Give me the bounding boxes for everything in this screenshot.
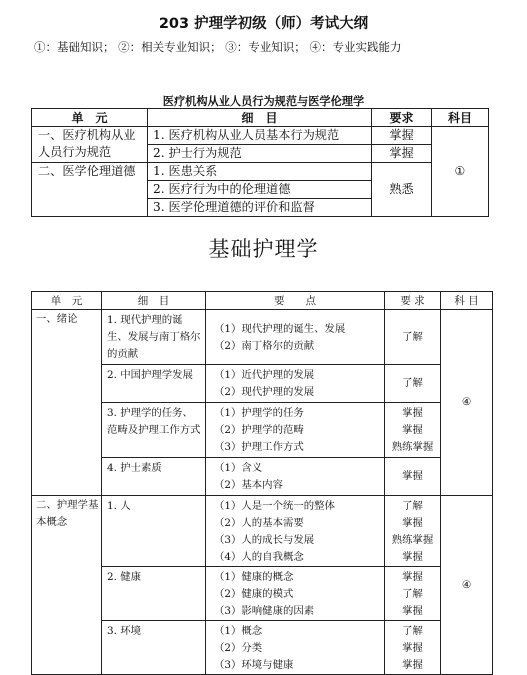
point-text: （3）人的成长与发展 — [214, 534, 315, 546]
item-text: 3. 环境 — [107, 625, 141, 637]
nursing-table — [31, 291, 493, 675]
point-text: （2）健康的模式 — [214, 588, 294, 600]
header-requirement: 要 求 — [385, 292, 441, 310]
requirement-cell: 掌握 — [385, 458, 441, 496]
item-cell — [102, 403, 206, 458]
item-text: 2. 中国护理学发展 — [107, 369, 193, 381]
unit-cell: 二、医学伦理道德 — [32, 163, 148, 217]
table-row — [32, 163, 489, 181]
item-text: 2. 健康 — [107, 571, 141, 583]
point-text: （1）近代护理的发展 — [214, 369, 315, 381]
subject-legend: ①：基础知识； ②：相关专业知识； ③：专业知识； ④：专业实践能力 — [34, 40, 402, 54]
point-text: （2）护理学的范畴 — [214, 424, 304, 436]
point-text: （4）人的自我概念 — [214, 551, 304, 563]
requirement-text: 掌握 — [402, 424, 423, 436]
table-row — [32, 127, 489, 145]
item-cell — [102, 458, 206, 496]
requirement-text: 掌握 — [402, 642, 423, 654]
item-cell: 2. 护士行为规范 — [148, 145, 372, 163]
header-item: 细 目 — [102, 292, 206, 310]
requirement-cell: 掌握 — [372, 127, 432, 145]
item-cell — [102, 621, 206, 675]
point-text: （1）概念 — [214, 625, 263, 637]
points-cell — [206, 567, 385, 621]
table-row — [32, 310, 493, 365]
requirement-text: 了解 — [402, 500, 423, 512]
point-text: （3）护理工作方式 — [214, 441, 304, 453]
requirement-cell: 掌握 — [372, 145, 432, 163]
header-unit: 单 元 — [32, 292, 102, 310]
points-cell — [206, 310, 385, 365]
item-cell: 2. 医疗行为中的伦理道德 — [148, 181, 372, 199]
header-subject: 科 目 — [441, 292, 493, 310]
item-cell — [102, 567, 206, 621]
unit-cell: 一、医疗机构从业人员行为规范 — [32, 127, 148, 163]
requirement-text: 熟练掌握 — [391, 441, 434, 453]
unit-cell: 二、护理学基本概念 — [32, 496, 102, 675]
requirement-text: 熟练掌握 — [391, 534, 434, 546]
point-text: （2）南丁格尔的贡献 — [214, 340, 315, 352]
item-cell — [102, 365, 206, 403]
item-text: 1. 现代护理的诞生、发展与南丁格尔的贡献 — [107, 314, 201, 360]
requirement-text: 掌握 — [402, 571, 423, 583]
points-cell — [206, 365, 385, 403]
point-text: （2）基本内容 — [214, 479, 283, 491]
item-cell — [102, 496, 206, 567]
header-points: 要 点 — [206, 292, 385, 310]
point-text: （1）护理学的任务 — [214, 407, 304, 419]
requirement-text: 了解 — [402, 625, 423, 637]
point-text: （1）含义 — [214, 462, 263, 474]
item-cell — [102, 310, 206, 365]
points-cell — [206, 621, 385, 675]
subject-cell: ① — [432, 127, 489, 217]
item-text: 3. 护理学的任务、范畴及护理工作方式 — [107, 407, 201, 436]
points-cell — [206, 458, 385, 496]
item-cell: 1. 医患关系 — [148, 163, 372, 181]
header-subject: 科目 — [432, 109, 489, 127]
requirement-cell — [385, 403, 441, 458]
requirement-text: 掌握 — [402, 551, 423, 563]
requirement-text: 掌握 — [402, 407, 423, 419]
document-title: 203 护理学初级（师）考试大纲 — [158, 16, 369, 32]
item-text: 1. 人 — [107, 500, 131, 512]
point-text: （2）人的基本需要 — [214, 517, 304, 529]
point-text: （2）分类 — [214, 642, 263, 654]
requirement-cell: 了解 — [385, 365, 441, 403]
requirement-cell — [385, 621, 441, 675]
table-row — [32, 567, 493, 621]
table-header-row — [32, 109, 489, 127]
point-text: （3）影响健康的因素 — [214, 605, 315, 617]
unit-cell: 一、绪论 — [32, 310, 102, 496]
point-text: （2）现代护理的发展 — [214, 386, 315, 398]
table-row — [32, 458, 493, 496]
ethics-table — [31, 108, 489, 217]
point-text: （1）现代护理的诞生、发展 — [214, 323, 346, 335]
header-requirement: 要求 — [372, 109, 432, 127]
points-cell — [206, 403, 385, 458]
table-header-row — [32, 292, 493, 310]
requirement-cell: 熟悉 — [372, 163, 432, 217]
section-heading: 基础护理学 — [208, 237, 319, 261]
table-row — [32, 365, 493, 403]
table-row — [32, 496, 493, 567]
item-cell: 1. 医疗机构从业人员基本行为规范 — [148, 127, 372, 145]
requirement-text: 掌握 — [402, 517, 423, 529]
requirement-cell — [385, 496, 441, 567]
table-row — [32, 403, 493, 458]
point-text: （1）人是一个统一的整体 — [214, 500, 335, 512]
point-text: （1）健康的概念 — [214, 571, 294, 583]
table-row — [32, 621, 493, 675]
requirement-cell: 了解 — [385, 310, 441, 365]
requirement-text: 了解 — [402, 588, 423, 600]
subject-cell: ④ — [441, 496, 493, 675]
item-cell: 3. 医学伦理道德的评价和监督 — [148, 199, 372, 217]
point-text: （3）环境与健康 — [214, 659, 294, 671]
table1-caption: 医疗机构从业人员行为规范与医学伦理学 — [162, 95, 365, 108]
item-text: 4. 护士素质 — [107, 462, 162, 474]
header-unit: 单 元 — [32, 109, 148, 127]
requirement-text: 掌握 — [402, 659, 423, 671]
header-item: 细 目 — [148, 109, 372, 127]
requirement-text: 掌握 — [402, 605, 423, 617]
points-cell — [206, 496, 385, 567]
subject-cell: ④ — [441, 310, 493, 496]
requirement-cell — [385, 567, 441, 621]
